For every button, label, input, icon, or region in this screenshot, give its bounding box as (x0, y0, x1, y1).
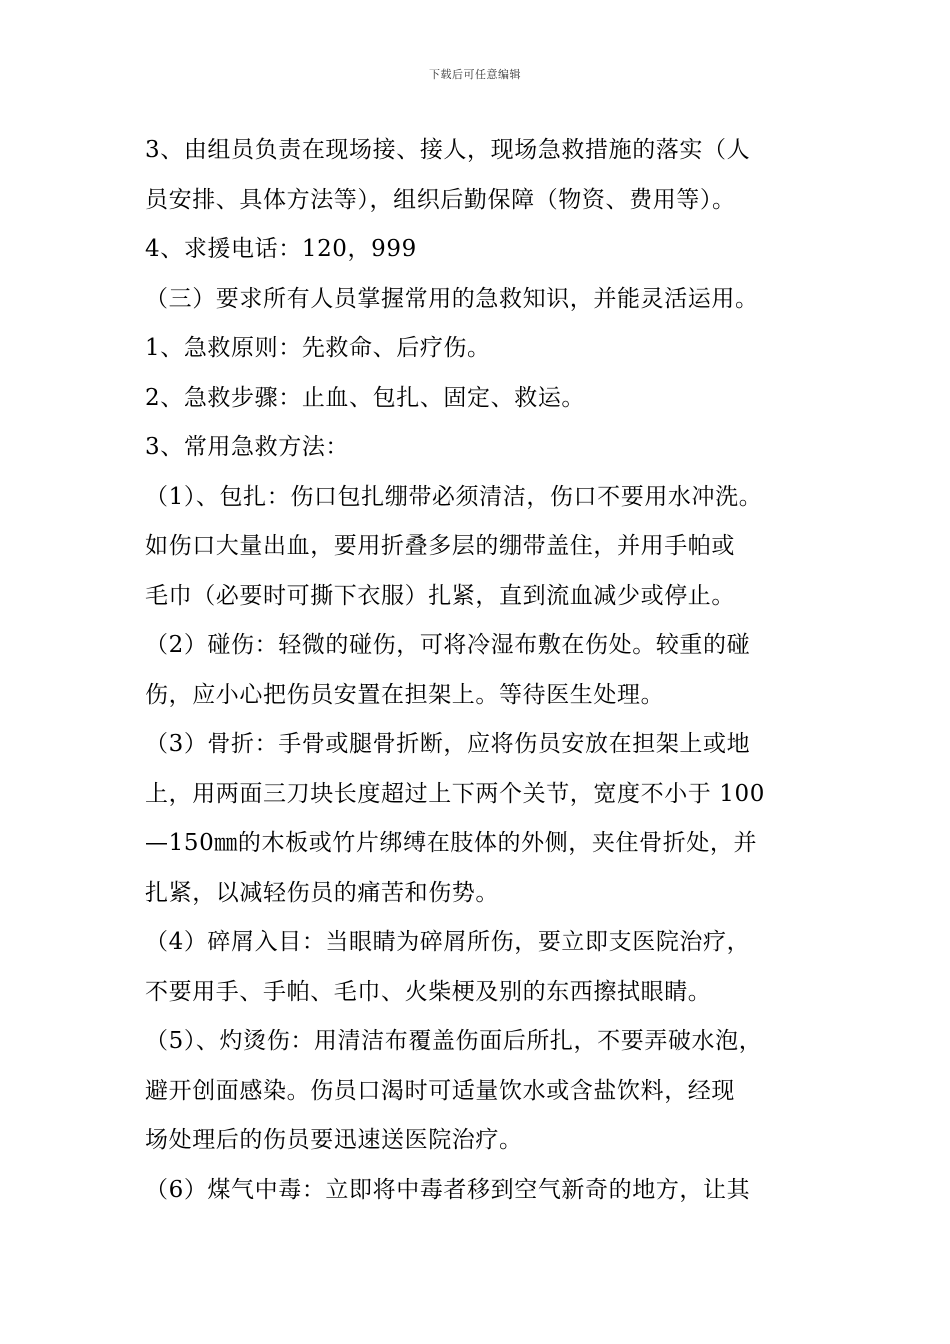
text-line: 3、常用急救方法： (145, 434, 350, 460)
text-line: （3）骨折：手骨或腿骨折断，应将伤员安放在担架上或地 (145, 731, 751, 757)
text-line: 避开创面感染。伤员口渴时可适量饮水或含盐饮料，经现 (145, 1077, 735, 1104)
text-line: 伤，应小心把伤员安置在担架上。等待医生处理。 (145, 681, 665, 708)
text-line: 员安排、具体方法等），组织后勤保障（物资、费用等）。 (145, 186, 736, 213)
text-line: （2）碰伤：轻微的碰伤，可将冷湿布敷在伤处。较重的碰 (145, 632, 751, 658)
text-line: 扎紧，以减轻伤员的痛苦和伤势。 (145, 879, 499, 906)
text-line: （4）碎屑入目：当眼睛为碎屑所伤，要立即支医院治疗， (145, 929, 751, 955)
text-line: （6）煤气中毒：立即将中毒者移到空气新奇的地方，让其 (145, 1176, 751, 1203)
text-line: 场处理后的伤员要迅速送医院治疗。 (145, 1127, 523, 1153)
page-header: 下载后可任意编辑 (429, 68, 521, 81)
document-body (145, 126, 813, 1215)
text-line: （1）、包扎：伤口包扎绷带必须清洁，伤口不要用水冲洗。 (145, 483, 763, 510)
text-line: —150㎜的木板或竹片绑缚在肢体的外侧，夹住骨折处，并 (145, 830, 758, 856)
text-line: 2、急救步骤：止血、包扎、固定、救运。 (145, 384, 586, 411)
text-line: 4、求援电话：120，999 (145, 236, 417, 262)
section-heading: （三）要求所有人员掌握常用的急救知识，并能灵活运用。 (145, 285, 759, 312)
text-line: 毛巾（必要时可撕下衣服）扎紧，直到流血减少或停止。 (145, 582, 735, 609)
text-line: （5）、灼烫伤：用清洁布覆盖伤面后所扎，不要弄破水泡， (145, 1028, 763, 1054)
text-line: 1、急救原则：先救命、后疗伤。 (145, 335, 491, 361)
text-line: 上，用两面三刀块长度超过上下两个关节，宽度不小于 100 (145, 780, 766, 807)
text-line: 如伤口大量出血，要用折叠多层的绷带盖住，并用手帕或 (145, 533, 735, 559)
text-line: 3、由组员负责在现场接、接人，现场急救措施的落实（人 (145, 137, 751, 163)
text-line: 不要用手、手帕、毛巾、火柴梗及别的东西擦拭眼睛。 (145, 978, 712, 1005)
